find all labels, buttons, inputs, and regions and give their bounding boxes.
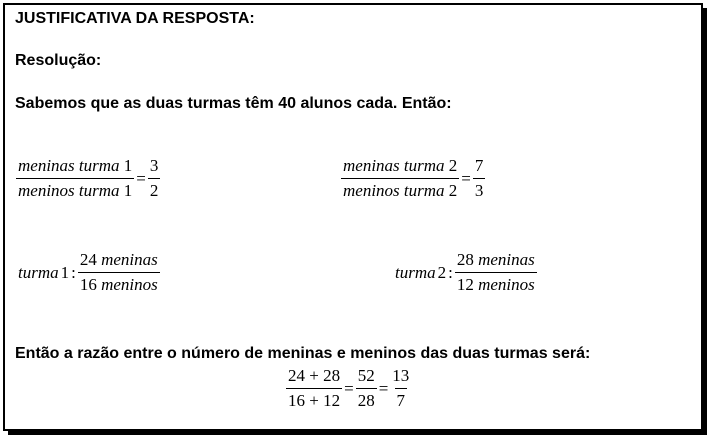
ratio-turma2: $\frac{\text{meninas turma 2}}{\text{meninos turma 2}}$ = $\frac{7}{3}$ [343,156,484,200]
resolution-label: Resolução: [15,52,102,69]
intro-text: Sabemos que as duas turmas têm 40 alunos cada. Então: [15,95,452,112]
class1-ratio: turma 1 : $\frac{\text{24 meninas}}{\text{16 meninos}}$ [18,250,158,294]
ratio-turma1: $\frac{\text{meninas turma 1}}{\text{meninos turma 1}}$ = $\frac{3}{2}$ [18,156,159,200]
frame-shadow-right [703,8,707,435]
frame-shadow-bottom [8,431,707,435]
final-ratio: $\frac{24 + 28}{16 + 12}$ = $\frac{52}{28}$ = $\frac{13}{7}$ [288,366,410,410]
heading: JUSTIFICATIVA DA RESPOSTA: [15,10,255,27]
class2-ratio: turma 2 : $\frac{\text{28 meninas}}{\text{12 meninos}}$ [395,250,535,294]
conclusion-text: Então a razão entre o número de meninas e meninos das duas turmas será: [15,345,591,362]
